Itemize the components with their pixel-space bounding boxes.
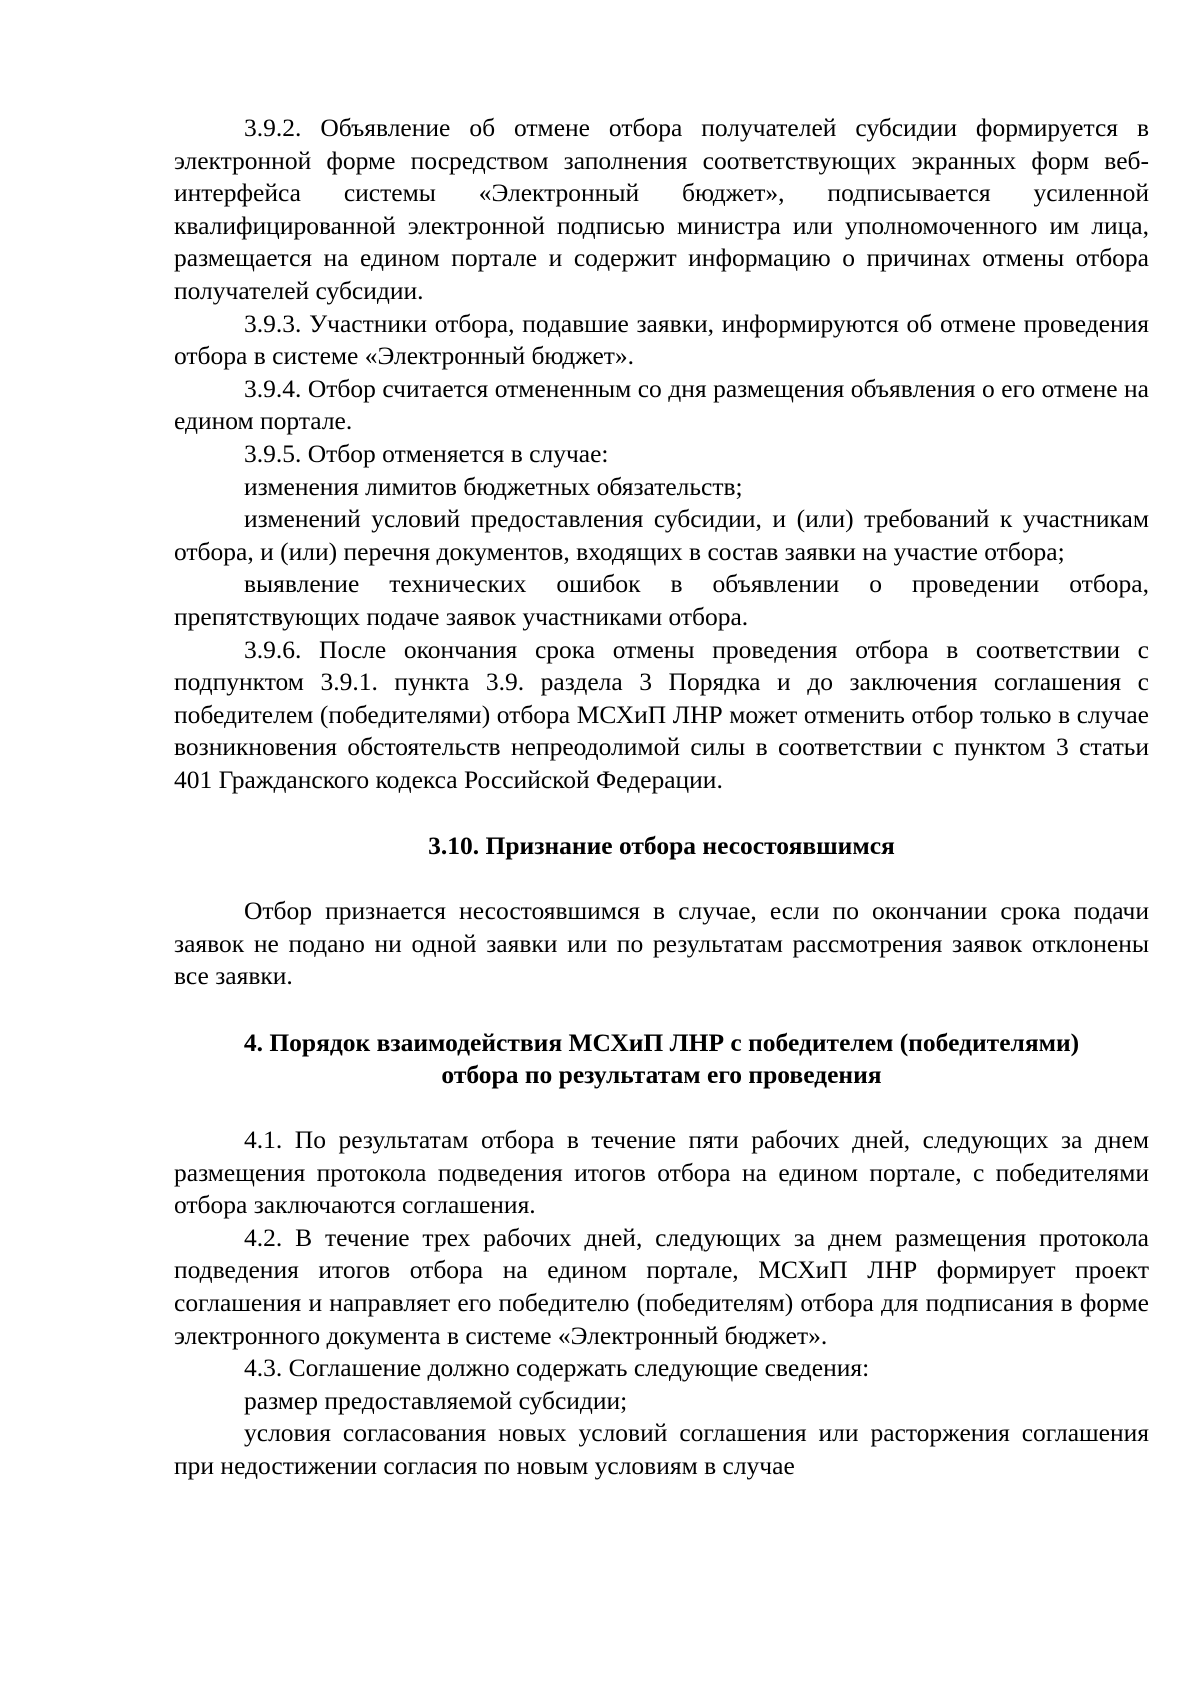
list-item-subsidy-size: размер предоставляемой субсидии;: [244, 1385, 628, 1415]
list-item-errors: выявление технических ошибок в объявлении о проведении отбора, препятствующих подаче заявок участниками отбора.: [174, 569, 1149, 631]
list-item-conditions: изменений условий предоставления субсидии, и (или) требований к участникам отбора, и (или) перечня документов, входящих в состав заявки на участие отбора;: [174, 504, 1149, 566]
spacer: [174, 863, 1149, 895]
paragraph-3-9-6: 3.9.6. После окончания срока отмены проведения отбора в соответствии с подпунктом 3.9.1. пункта 3.9. раздела 3 Порядка и до заключения соглашения с победителем (победителями) отбора МСХиП ЛНР может отменить отбор только в случае возникновения обстоятельств непреодолимой силы в соответствии с пунктом 3 статьи 401 Гражданского кодекса Российской Федерации.: [174, 634, 1149, 794]
paragraph-4-1: 4.1. По результатам отбора в течение пяти рабочих дней, следующих за днем размещения протокола подведения итогов отбора на едином портале, с победителями отбора заключаются соглашения.: [174, 1125, 1149, 1220]
paragraph-3-10: Отбор признается несостоявшимся в случае, если по окончании срока подачи заявок не подано ни одной заявки или по результатам рассмотрения заявок отклонены все заявки.: [174, 896, 1149, 991]
spacer: [174, 993, 1149, 1027]
section-heading-4-line2: отбора по результатам его проведения: [441, 1060, 882, 1090]
paragraph-3-9-3: 3.9.3. Участники отбора, подавшие заявки, информируются об отмене проведения отбора в системе «Электронный бюджет».: [174, 308, 1149, 371]
paragraph-3-9-4: 3.9.4. Отбор считается отмененным со дня размещения объявления о его отмене на едином портале.: [174, 373, 1149, 436]
section-heading-3-10: 3.10. Признание отбора несостоявшимся: [428, 831, 895, 861]
paragraph-3-9-2: 3.9.2. Объявление об отмене отбора получателей субсидии формируется в электронной форме посредством заполнения соответствующих экранных форм веб-интерфейса системы «Электронный бюджет», подписывается усиленной квалифицированной электронной подписью министра или уполномоченного им лица, размещается на едином портале и содержит информацию о причинах отмены отбора получателей субсидии.: [174, 113, 1149, 305]
list-item-agreement-conditions: условия согласования новых условий соглашения или расторжения соглашения при недостижении согласия по новым условиям в случае: [174, 1418, 1149, 1480]
paragraph-4-2: 4.2. В течение трех рабочих дней, следующих за днем размещения протокола подведения итогов отбора на едином портале, МСХиП ЛНР формирует проект соглашения и направляет его победителю (победителям) отбора для подписания в форме электронного документа в системе «Электронный бюджет».: [174, 1222, 1149, 1350]
paragraph-3-9-5: 3.9.5. Отбор отменяется в случае:: [244, 438, 609, 468]
spacer: [174, 1092, 1149, 1124]
list-item-limits: изменения лимитов бюджетных обязательств;: [244, 471, 743, 501]
section-heading-4-line1: 4. Порядок взаимодействия МСХиП ЛНР с победителем (победителями): [243, 1027, 1080, 1057]
spacer: [174, 796, 1149, 830]
document-page: [174, 112, 1149, 1483]
paragraph-4-3: 4.3. Соглашение должно содержать следующие сведения:: [244, 1353, 870, 1383]
